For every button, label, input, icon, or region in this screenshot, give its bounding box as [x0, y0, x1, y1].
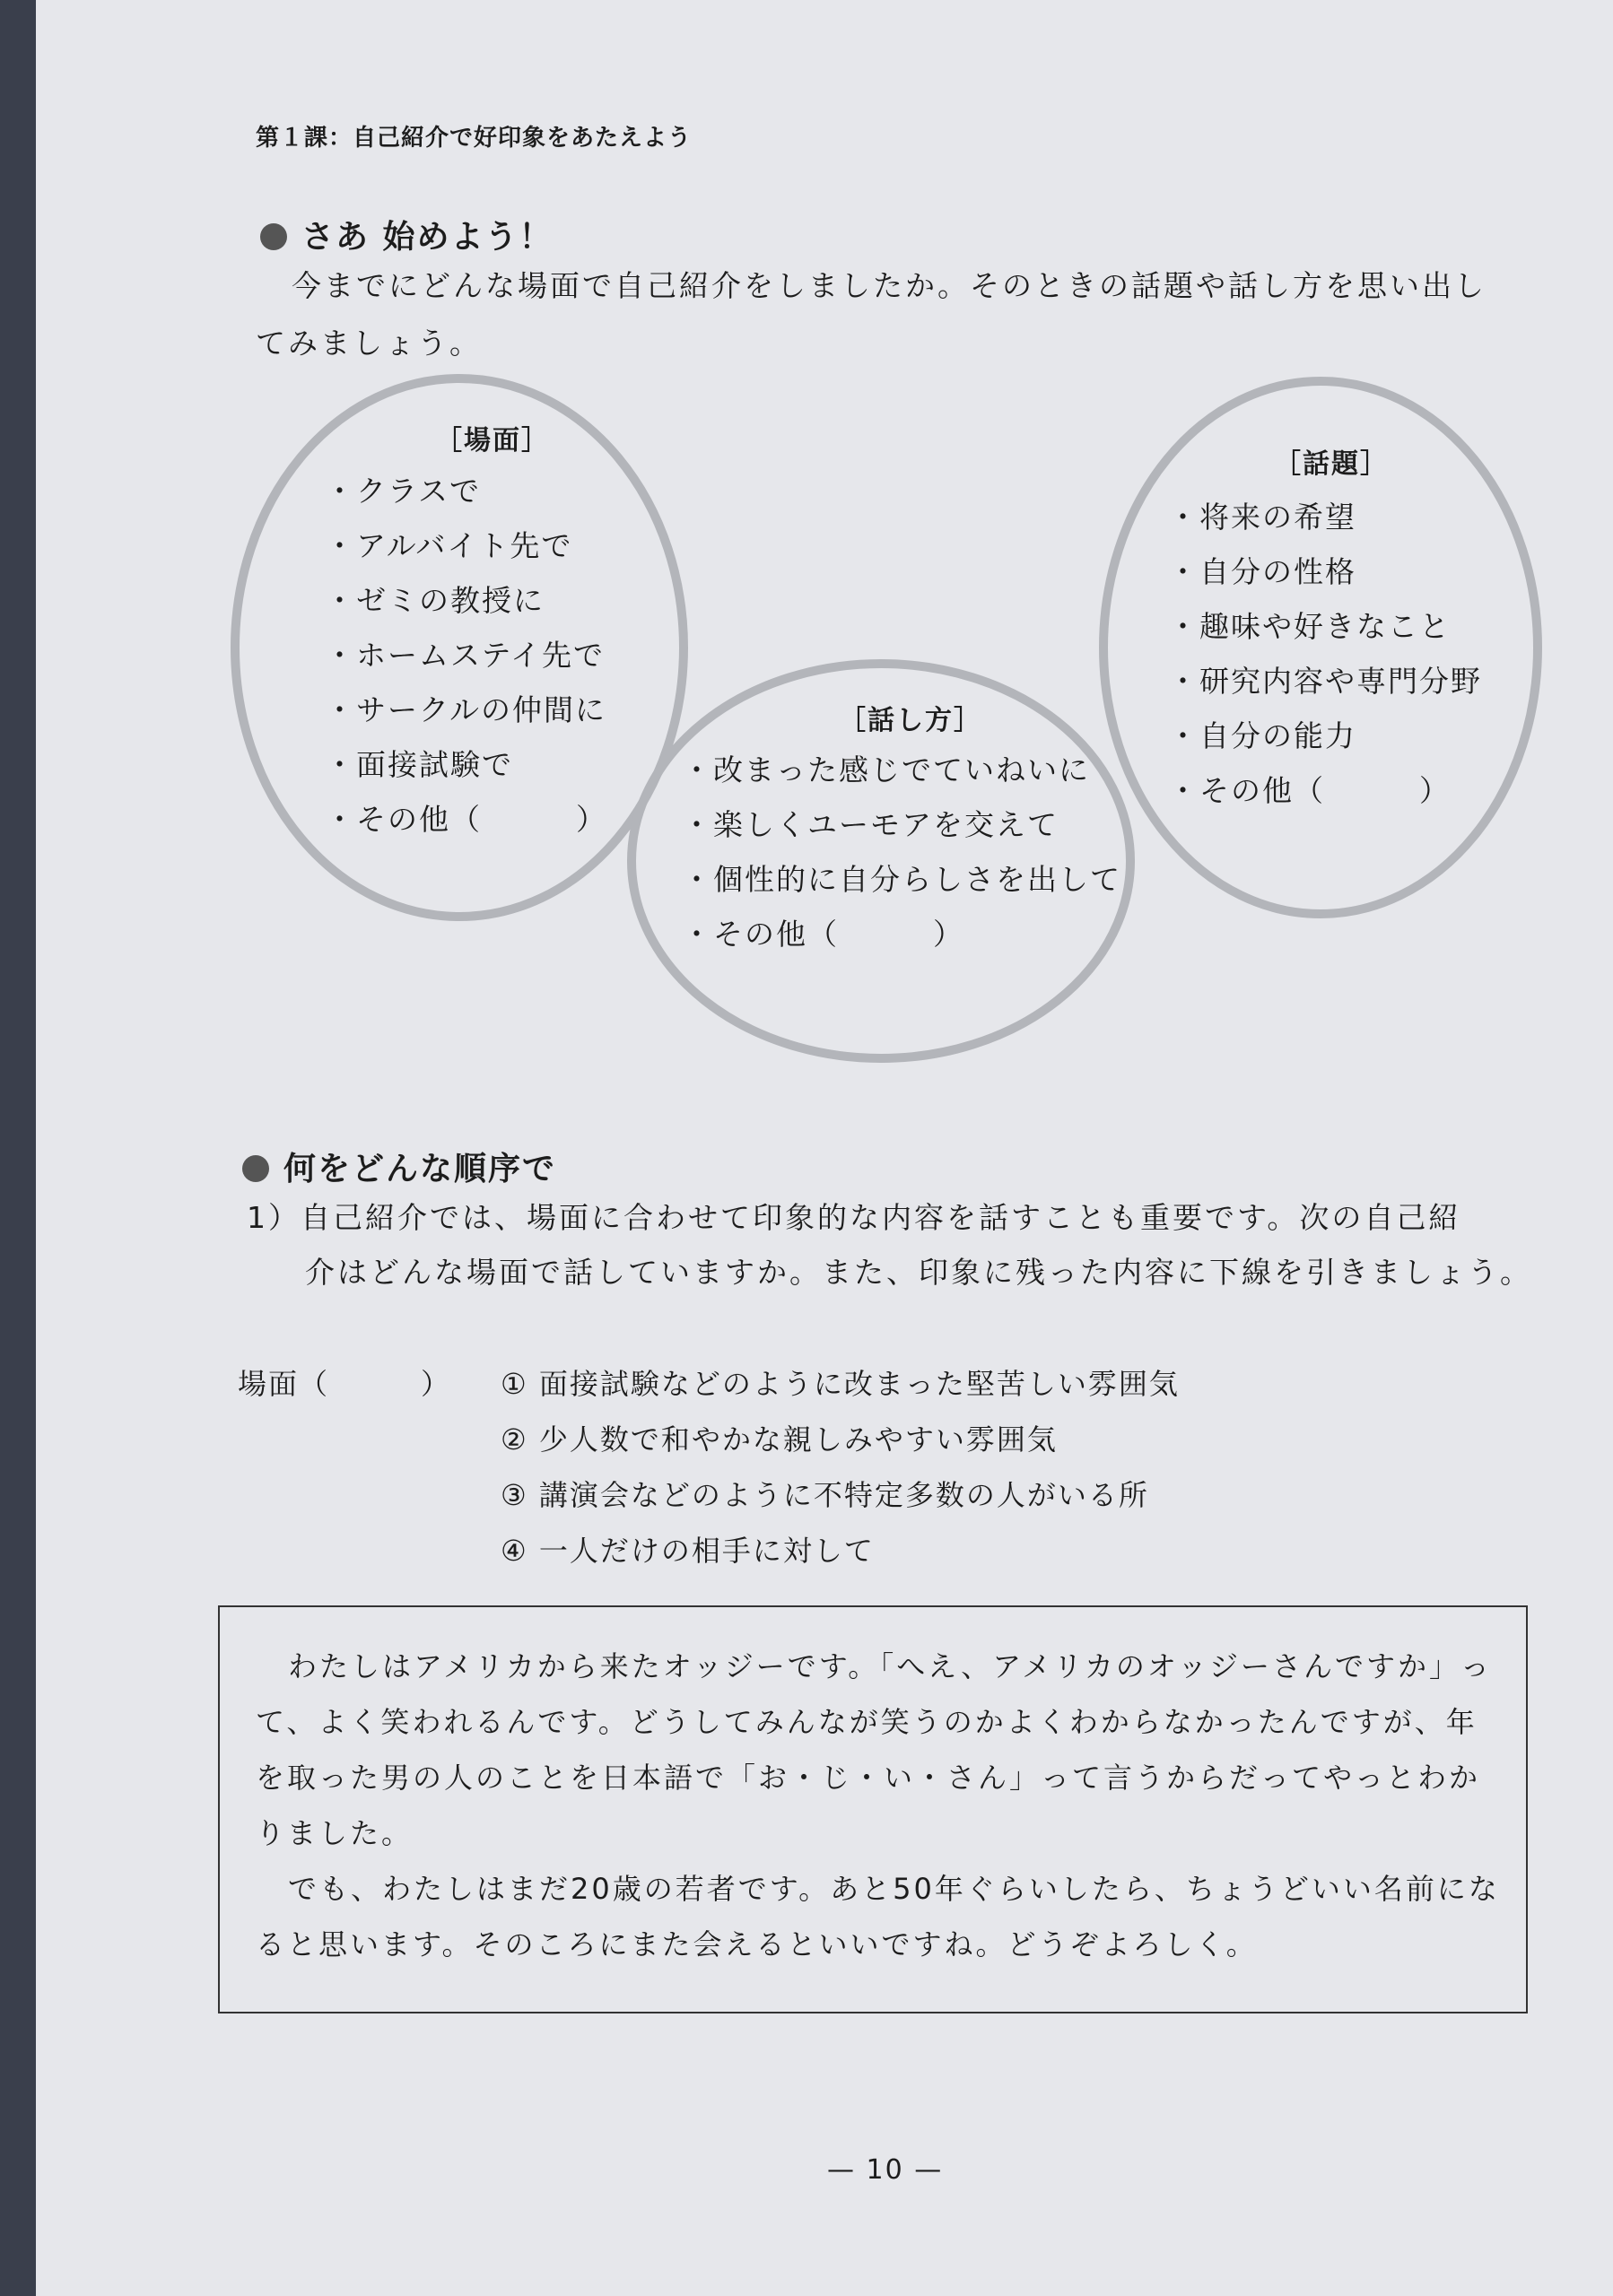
scene-item: ・クラスで — [325, 474, 482, 509]
textbook-page — [36, 0, 1613, 2296]
bullet-dot-icon — [242, 1155, 269, 1182]
section-title-text: 何をどんな順序で — [283, 1151, 557, 1187]
page-number: — 10 — — [827, 2154, 944, 2186]
scene-answer-label: 場面（ ） — [238, 1367, 452, 1401]
question-1-line-1: 1）自己紹介では、場面に合わせて印象的な内容を話すことも重要です。次の自己紹 — [247, 1200, 1461, 1235]
topic-item: ・研究内容や専門分野 — [1168, 664, 1482, 699]
topic-item: ・自分の性格 — [1168, 554, 1356, 589]
section-title-order — [242, 1144, 556, 1189]
question-1-line-2: 介はどんな場面で話していますか。また、印象に残った内容に下線を引きましょう。 — [305, 1255, 1532, 1290]
option-4: ④ 一人だけの相手に対して — [501, 1534, 875, 1568]
scene-item: ・その他（ ） — [325, 802, 607, 837]
passage-paragraph-2: でも、わたしはまだ20歳の若者です。あと50年ぐらいしたら、ちょうどいい名前になると思います。そのころにまた会えるといいですね。どうぞよろしく。 — [256, 1872, 1500, 1961]
manner-item: ・改まった感じでていねいに — [682, 752, 1090, 787]
option-3: ③ 講演会などのように不特定多数の人がいる所 — [501, 1478, 1149, 1512]
scene-item: ・ゼミの教授に — [325, 583, 545, 618]
topic-item: ・趣味や好きなこと — [1168, 609, 1451, 644]
scene-item: ・アルバイト先で — [325, 528, 573, 563]
option-2: ② 少人数で和やかな親しみやすい雰囲気 — [501, 1422, 1058, 1457]
option-1: ① 面接試験などのように改まった堅苦しい雰囲気 — [501, 1367, 1180, 1401]
topic-item: ・将来の希望 — [1168, 500, 1356, 535]
scene-item: ・ホームステイ先で — [325, 638, 606, 673]
topic-title: ［話題］ — [1274, 448, 1389, 480]
self-introduction-passage — [218, 1605, 1528, 2013]
lesson-header: 第１課：自己紹介で好印象をあたえよう — [256, 125, 693, 152]
intro-line-2: てみましょう。 — [256, 326, 482, 361]
manner-item: ・個性的に自分らしさを出して — [682, 862, 1121, 897]
topic-item: ・その他（ ） — [1168, 773, 1451, 808]
scene-item: ・面接試験で — [325, 747, 513, 782]
section-title-text: さあ 始めよう！ — [301, 219, 554, 256]
manner-item: ・楽しくユーモアを交えて — [682, 807, 1059, 842]
passage-paragraph-1: わたしはアメリカから来たオッジーです。「へえ、アメリカのオッジーさんですか」って、よく笑われるんです。どうしてみんなが笑うのかよくわからなかったんですが、年を取った男の人のことを日本語で「お・じ・い・さん」って言うからだってやっとわかりました。 — [256, 1649, 1492, 1850]
scene-title: ［場面］ — [435, 425, 550, 457]
topic-item: ・自分の能力 — [1168, 718, 1356, 753]
manner-item: ・その他（ ） — [682, 917, 964, 952]
intro-line-1: 今までにどんな場面で自己紹介をしましたか。そのときの話題や話し方を思い出し — [292, 268, 1487, 303]
manner-title: ［話し方］ — [839, 705, 982, 736]
scene-item: ・サークルの仲間に — [325, 692, 607, 727]
